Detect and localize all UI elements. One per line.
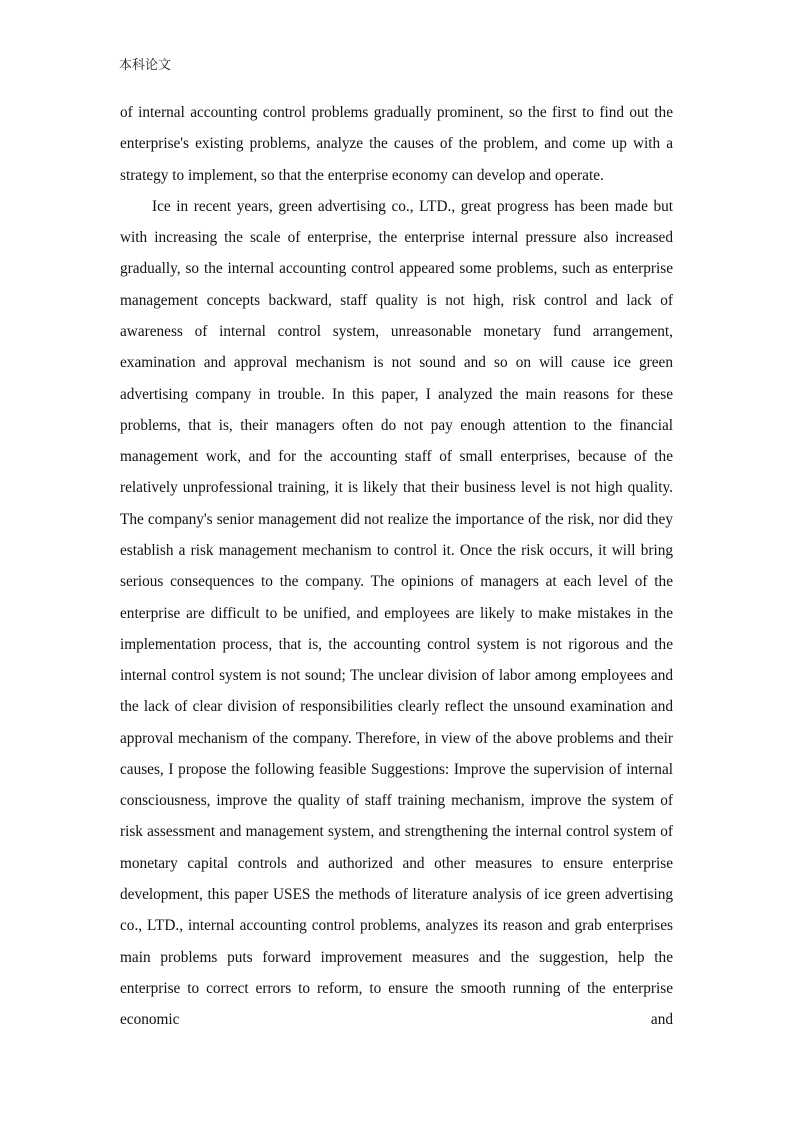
body-text bbox=[120, 97, 673, 1035]
running-header: 本科论文 bbox=[119, 58, 172, 73]
paragraph-main: Ice in recent years, green advertising co., LTD., great progress has been made but with increasing the scale of enterprise, the enterprise internal pressure also increased gradually, so the internal accounting control appeared some problems, such as enterprise management concepts backward, staff quality is not high, risk control and lack of awareness of internal control system, unreasonable monetary fund arrangement, examination and approval mechanism is not sound and so on will cause ice green advertising company in trouble. In this paper, I analyzed the main reasons for these problems, that is, their managers often do not pay enough attention to the financial management work, and for the accounting staff of small enterprises, because of the relatively unprofessional training, it is likely that their business level is not high quality. The company's senior management did not realize the importance of the risk, nor did they establish a risk management mechanism to control it. Once the risk occurs, it will bring serious consequences to the company. The opinions of managers at each level of the enterprise are difficult to be unified, and employees are likely to make mistakes in the implementation process, that is, the accounting control system is not rigorous and the internal control system is not sound; The unclear division of labor among employees and the lack of clear division of responsibilities clearly reflect the unsound examination and approval mechanism of the company. Therefore, in view of the above problems and their causes, I propose the following feasible Suggestions: Improve the supervision of internal consciousness, improve the quality of staff training mechanism, improve the system of risk assessment and management system, and strengthening the internal control system of monetary capital controls and authorized and other measures to ensure enterprise development, this paper USES the methods of literature analysis of ice green advertising co., LTD., internal accounting control problems, analyzes its reason and grab enterprises main problems puts forward improvement measures and the suggestion, help the enterprise to correct errors to reform, to ensure the smooth running of the enterprise economic and bbox=[120, 197, 673, 1029]
paragraph-continuation: of internal accounting control problems gradually prominent, so the first to find out the enterprise's existing problems, analyze the causes of the problem, and come up with a strategy to implement, so that the enterprise economy can develop and operate. bbox=[120, 104, 673, 184]
